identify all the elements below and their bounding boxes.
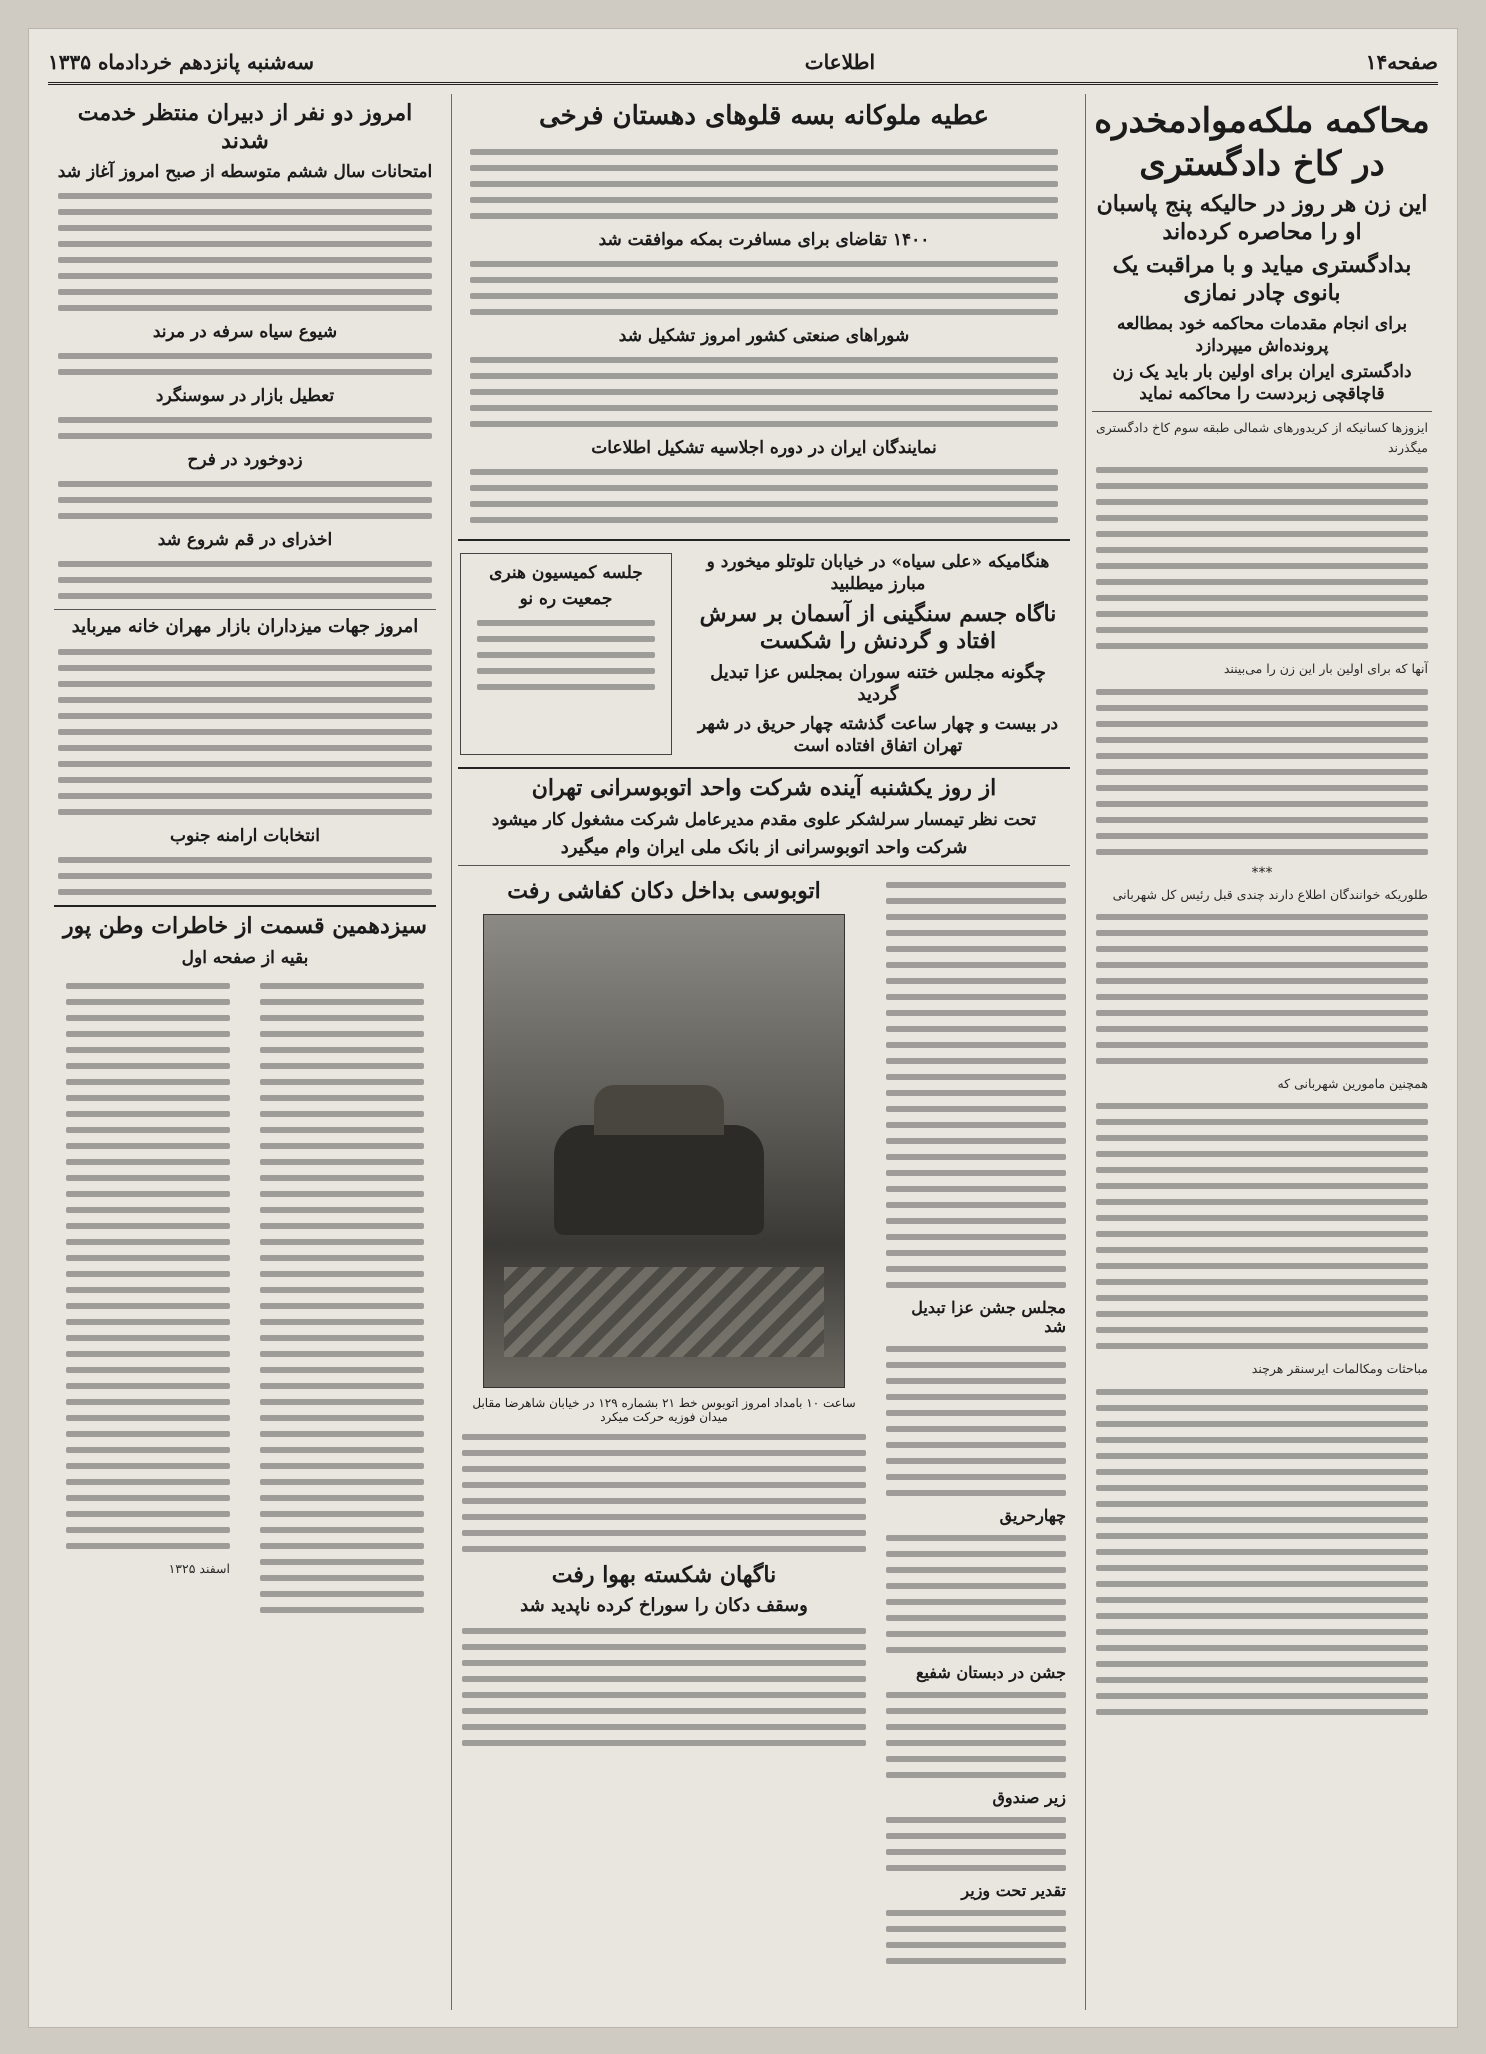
article-subhead: چگونه مجلس ختنه سوران بمجلس عزا تبدیل گردید xyxy=(710,661,1046,706)
alley-article xyxy=(680,547,1076,761)
section-title: چهارحریق xyxy=(999,1506,1066,1526)
body-text-block xyxy=(470,149,1058,219)
article-headline: از روز یکشنبه آینده شرکت واحد اتوبوسرانی تهران xyxy=(531,775,997,802)
divider xyxy=(458,865,1070,866)
article-subhead: انتخابات ارامنه جنوب xyxy=(170,825,320,846)
body-text-block xyxy=(1096,914,1428,1064)
debris-shape xyxy=(504,1267,824,1357)
body-text-block xyxy=(470,261,1058,315)
divider xyxy=(54,609,436,610)
body-text-block xyxy=(462,1628,866,1746)
body-text-block xyxy=(1096,689,1428,855)
article-subhead: شیوع سیاه سرفه در مرند xyxy=(152,322,338,343)
lead-headline: محاکمه ملکه‌مواد‌مخدره در کاخ دادگستری xyxy=(1094,101,1430,184)
article-headline: اتوبوسی بداخل دکان کفاشی رفت xyxy=(507,878,821,905)
lead-paragraph-1: ایزوزها کسانیکه از کریدورهای شمالی طبقه سوم کاخ دادگستری میگذرند xyxy=(1096,420,1428,455)
article-subhead: زدوخورد در فرح xyxy=(187,450,303,471)
arts-committee-box xyxy=(460,553,672,755)
second-row xyxy=(452,547,1076,761)
body-text-block xyxy=(58,561,432,599)
bus-article-row xyxy=(452,872,1076,1974)
article-body xyxy=(460,139,1068,533)
memoir-date: اسفند ۱۳۲۵ xyxy=(168,1560,230,1576)
right-column xyxy=(1085,94,1438,2010)
article-kicker: هنگامیکه «علی سیاه» در خیابان تلوتلو میخورد و مبارز میطلبید xyxy=(706,551,1050,594)
lead-subhead-2: بدادگستری میاید و با مراقبت یک بانوی چادر نمازی xyxy=(1112,252,1412,306)
body-text-block xyxy=(886,1535,1066,1653)
divider xyxy=(54,905,436,907)
bus-wreck-shape xyxy=(554,1125,764,1235)
divider xyxy=(458,767,1070,769)
article-subhead: وسقف دکان را سوراخ کرده ناپدید شد xyxy=(520,1595,808,1617)
lead-paragraph-3: طلوریکه خوانندگان اطلاع دارند چندی قبل رئیس کل شهربانی xyxy=(1112,886,1428,902)
body-text-block xyxy=(58,649,432,815)
article-headline: ناگهان شکسته بهوا رفت xyxy=(551,1561,777,1588)
lead-paragraph-5: مباحثات ومکالمات ایرسنقر هرچند xyxy=(1251,1361,1428,1377)
body-text-block xyxy=(886,1817,1066,1871)
bus-text-column xyxy=(876,872,1076,1974)
lead-paragraph-4: همچنین مامورین شهربانی که xyxy=(1277,1075,1428,1091)
memoir-body xyxy=(56,973,434,1623)
divider xyxy=(1092,411,1432,412)
body-text-block xyxy=(58,857,432,895)
section-title: زیر صندوق xyxy=(992,1788,1066,1808)
section-title: مجلس جشن عزا تبدیل شد xyxy=(911,1298,1066,1337)
body-text-block xyxy=(886,1692,1066,1778)
lead-subhead-4: دادگستری ایران برای اولین بار باید یک زن قاچاقچی زبردست را محاکمه نماید xyxy=(1112,362,1412,405)
paper-name: اطلاعات xyxy=(804,50,876,74)
body-text-block xyxy=(58,417,432,439)
issue-date: سه‌شنبه پانزدهم خردادماه ۱۳۳۵ xyxy=(48,50,314,74)
body-text-block xyxy=(58,193,432,311)
article-subhead: امتحانات سال ششم متوسطه از صبح امروز آغاز شد xyxy=(57,162,433,182)
masthead xyxy=(48,42,1438,85)
box-subtitle: جمعیت ره نو xyxy=(519,588,613,609)
divider xyxy=(458,539,1070,541)
body-text-block xyxy=(886,1346,1066,1496)
article-headline: عطیه ملوکانه بسه قلوهای دهستان فرخی xyxy=(538,101,989,131)
body-text-block xyxy=(58,481,432,519)
section-title: تقدیر تحت وزیر xyxy=(961,1881,1066,1901)
article-subhead: ۱۴۰۰ تقاضای برای مسافرت بمکه موافقت شد xyxy=(598,229,930,250)
body-text-block xyxy=(886,1910,1066,1964)
bus-photo-column xyxy=(452,872,876,1974)
lead-subhead-1: این زن هر روز در حالیکه پنج پاسبان او را محاصره کرده‌اند xyxy=(1096,191,1428,245)
body-text-block xyxy=(470,469,1058,523)
article-headline: امروز جهات میزداران بازار مهران خانه میرباید xyxy=(71,616,419,638)
body-text-block xyxy=(1096,467,1428,649)
article-headline: سیزدهمین قسمت از خاطرات وطن پور xyxy=(63,913,427,940)
body-text-block xyxy=(886,882,1066,1288)
article-kicker: بقیه از صفحه اول xyxy=(181,947,309,968)
lead-subhead-3: برای انجام مقدمات محاکمه خود بمطالعه پرونده‌اش میپردازد xyxy=(1116,314,1408,357)
page-number: صفحه۱۴ xyxy=(1365,50,1438,74)
newspaper-page xyxy=(28,28,1458,2028)
article-subhead: شرکت واحد اتوبوسرانی از بانک ملی ایران وام میگیرد xyxy=(560,836,968,858)
section-title: جشن در دبستان شفیع xyxy=(915,1663,1066,1683)
article-subhead: تعطیل بازار در سوسنگرد xyxy=(155,386,335,407)
news-photo xyxy=(483,914,845,1388)
article-subhead: اخذرای در قم شروع شد xyxy=(157,530,333,551)
middle-column xyxy=(451,94,1076,2010)
article-subhead: شوراهای صنعتی کشور امروز تشکیل شد xyxy=(618,325,910,346)
body-text-block xyxy=(1096,1389,1428,1715)
lead-paragraph-2: آنها که برای اولین بار این زن را می‌بینند xyxy=(1223,661,1428,677)
body-text-block xyxy=(477,620,655,690)
box-title: جلسه کمیسیون هنری xyxy=(489,562,643,583)
section-separator: *** xyxy=(1251,864,1273,881)
body-text-block xyxy=(58,353,432,375)
article-headline: ناگاه جسم سنگینی از آسمان بر سرش افتاد و گردنش را شکست xyxy=(699,600,1057,655)
body-text-block xyxy=(66,983,230,1549)
left-column xyxy=(48,94,442,2010)
article-subhead: نمایندگان ایران در دوره اجلاسیه تشکیل اطلاعات xyxy=(591,437,937,458)
body-text-block xyxy=(462,1434,866,1552)
article-headline: امروز دو نفر از دبیران منتظر خدمت شدند xyxy=(77,100,413,154)
article-subhead: در بیست و چهار ساعت گذشته چهار حریق در شهر تهران اتفاق افتاده است xyxy=(697,713,1059,757)
photo-caption: ساعت ۱۰ بامداد امروز اتوبوس خط ۲۱ بشماره ۱۲۹ در خیابان شاهرضا مقابل میدان فوزیه حرکت میکرد xyxy=(472,1395,856,1424)
article-subhead: تحت نظر تیمسار سرلشکر علوی مقدم مدیرعامل شرکت مشغول کار میشود xyxy=(491,809,1037,830)
body-text-block xyxy=(470,357,1058,427)
body-text-block xyxy=(260,983,424,1613)
body-text-block xyxy=(1096,1103,1428,1349)
